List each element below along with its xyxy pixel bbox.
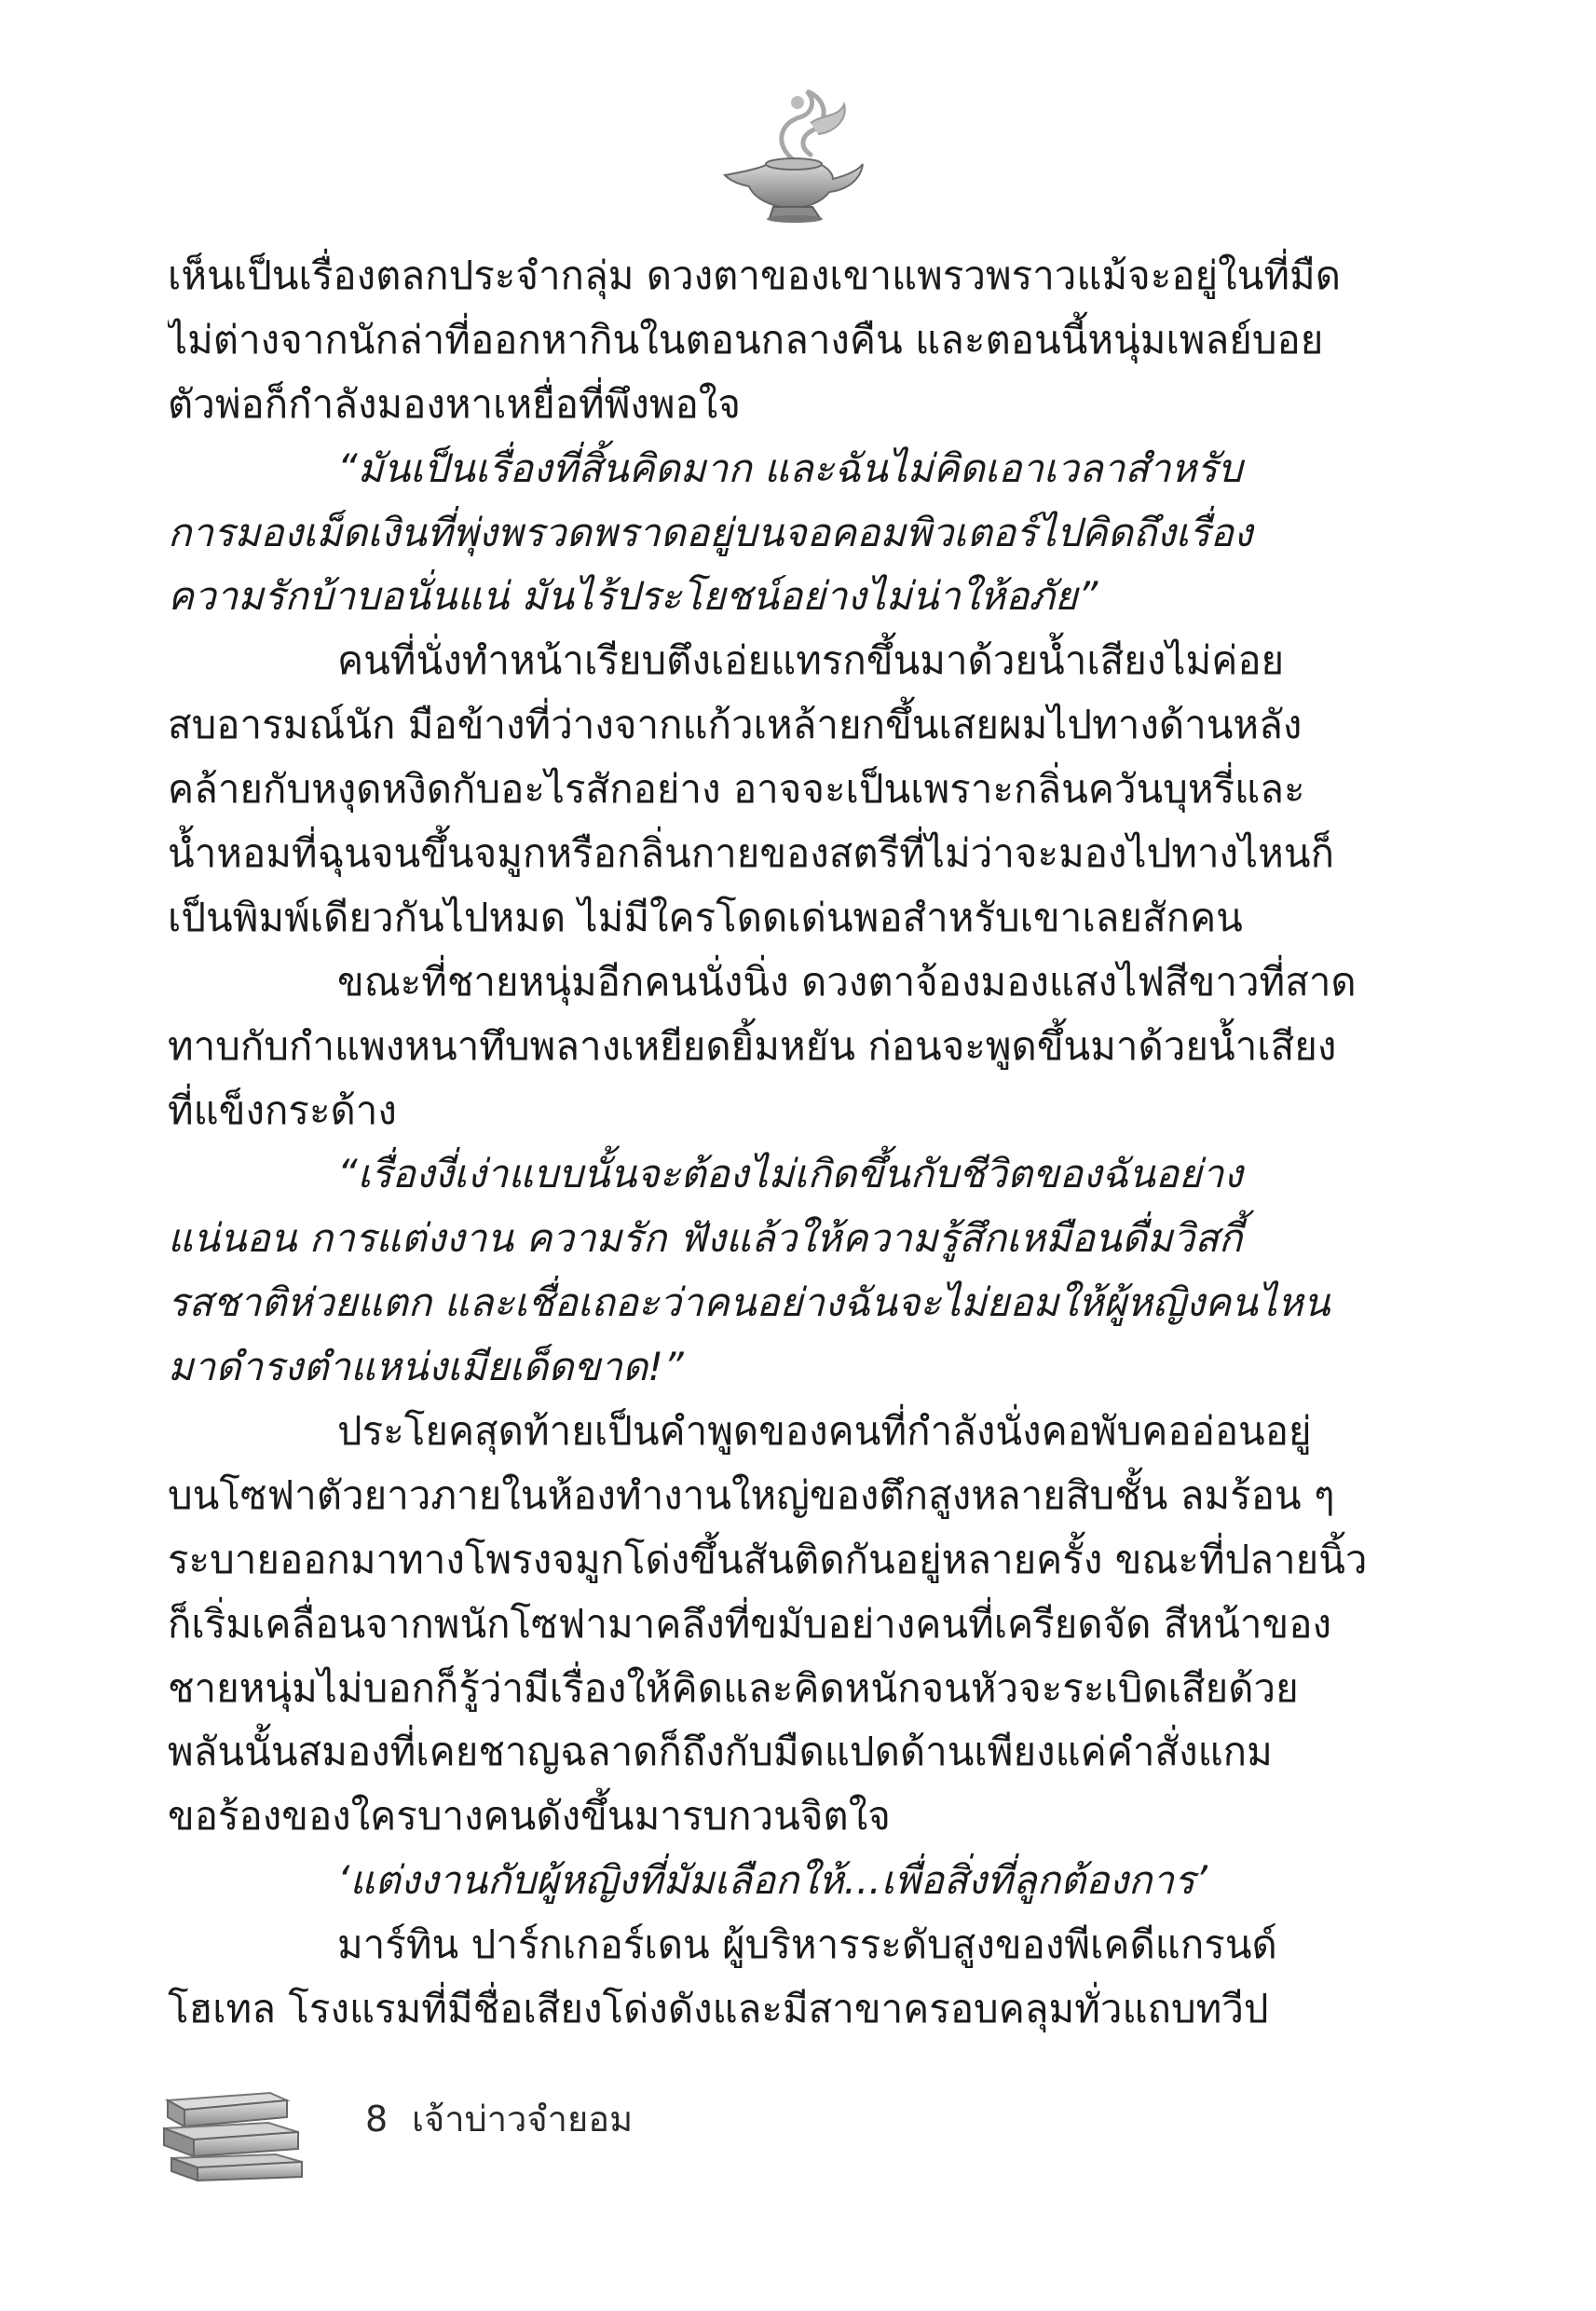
- text-line: พลันนั้นสมองที่เคยชาญฉลาดก็ถึงกับมืดแปดด้านเพียงแค่คำสั่งแกม: [168, 1729, 1273, 1775]
- text-line: ที่แข็งกระด้าง: [168, 1087, 397, 1133]
- text-line: เป็นพิมพ์เดียวกันไปหมด ไม่มีใครโดดเด่นพอสำหรับเขาเลยสักคน: [168, 894, 1243, 940]
- text-line: ขณะที่ชายหนุ่มอีกคนนั่งนิ่ง ดวงตาจ้องมองแสงไฟสีขาวที่สาด: [337, 958, 1357, 1005]
- page-footer: [158, 2080, 811, 2192]
- text-line: ประโยคสุดท้ายเป็นคำพูดของคนที่กำลังนั่งคอพับคออ่อนอยู่: [337, 1408, 1312, 1455]
- text-line: แน่นอน การแต่งงาน ความรัก ฟังแล้วให้ความรู้สึกเหมือนดื่มวิสกี้: [168, 1215, 1243, 1262]
- genie-lamp-icon: [708, 86, 866, 226]
- text-line: คล้ายกับหงุดหงิดกับอะไรสักอย่าง อาจจะเป็นเพราะกลิ่นควันบุหรี่และ: [168, 766, 1305, 813]
- text-line: มาร์ทิน ปาร์กเกอร์เดน ผู้บริหารระดับสูงของพีเคดีแกรนด์: [337, 1921, 1277, 1968]
- text-line: การมองเม็ดเงินที่พุ่งพรวดพราดอยู่บนจอคอมพิวเตอร์ไปคิดถึงเรื่อง: [168, 509, 1253, 555]
- text-line: ก็เริ่มเคลื่อนจากพนักโซฟามาคลึงที่ขมับอย่างคนที่เครียดจัด สีหน้าของ: [168, 1600, 1331, 1647]
- text-line: “เรื่องงี่เง่าแบบนั้นจะต้องไม่เกิดขึ้นกับชีวิตของฉันอย่าง: [337, 1151, 1243, 1197]
- text-line: คนที่นั่งทำหน้าเรียบตึงเอ่ยแทรกขึ้นมาด้วยน้ำเสียงไม่ค่อย: [337, 637, 1285, 684]
- text-line: “มันเป็นเรื่องที่สิ้นคิดมาก และฉันไม่คิดเอาเวลาสำหรับ: [337, 444, 1243, 491]
- text-line: ไม่ต่างจากนักล่าที่ออกหากินในตอนกลางคืน และตอนนี้หนุ่มเพลย์บอย: [168, 316, 1324, 362]
- text-line: ‘แต่งงานกับผู้หญิงที่มัมเลือกให้...เพื่อสิ่งที่ลูกต้องการ’: [337, 1857, 1207, 1904]
- text-line: มาดำรงตำแหน่งเมียเด็ดขาด!”: [168, 1344, 684, 1390]
- text-line: น้ำหอมที่ฉุนจนขึ้นจมูกหรือกลิ่นกายของสตรีที่ไม่ว่าจะมองไปทางไหนก็: [168, 830, 1335, 877]
- book-title: เจ้าบ่าวจำยอม: [412, 2099, 634, 2140]
- text-line: ระบายออกมาทางโพรงจมูกโด่งขึ้นสันติดกันอยู่หลายครั้ง ขณะที่ปลายนิ้ว: [168, 1536, 1368, 1582]
- text-line: เห็นเป็นเรื่องตลกประจำกลุ่ม ดวงตาของเขาแพรวพราวแม้จะอยู่ในที่มืด: [168, 253, 1341, 298]
- text-line: โฮเทล โรงแรมที่มีชื่อเสียงโด่งดังและมีสาขาครอบคลุมทั่วแถบทวีป: [168, 1986, 1269, 2032]
- text-line: รสชาติห่วยแตก และเชื่อเถอะว่าคนอย่างฉันจะไม่ยอมให้ผู้หญิงคนไหน: [168, 1279, 1330, 1326]
- text-line: ตัวพ่อก็กำลังมองหาเหยื่อที่พึงพอใจ: [168, 380, 741, 427]
- page-number: 8: [365, 2099, 389, 2140]
- text-line: ชายหนุ่มไม่บอกก็รู้ว่ามีเรื่องให้คิดและคิดหนักจนหัวจะระเบิดเสียด้วย: [168, 1664, 1299, 1711]
- text-line: สบอารมณ์นัก มือข้างที่ว่างจากแก้วเหล้ายกขึ้นเสยผมไปทางด้านหลัง: [168, 702, 1303, 748]
- books-stack-icon: [158, 2080, 312, 2182]
- chapter-body-text: [168, 244, 1377, 2042]
- text-line: บนโซฟาตัวยาวภายในห้องทำงานใหญ่ของตึกสูงหลายสิบชั้น ลมร้อน ๆ: [168, 1471, 1335, 1518]
- text-line: ขอร้องของใครบางคนดังขึ้นมารบกวนจิตใจ: [168, 1793, 891, 1839]
- text-line: ทาบกับกำแพงหนาทึบพลางเหยียดยิ้มหยัน ก่อนจะพูดขึ้นมาด้วยน้ำเสียง: [168, 1022, 1337, 1069]
- text-line: ความรักบ้าบอนั่นแน่ มันไร้ประโยชน์อย่างไม่น่าให้อภัย”: [168, 573, 1098, 620]
